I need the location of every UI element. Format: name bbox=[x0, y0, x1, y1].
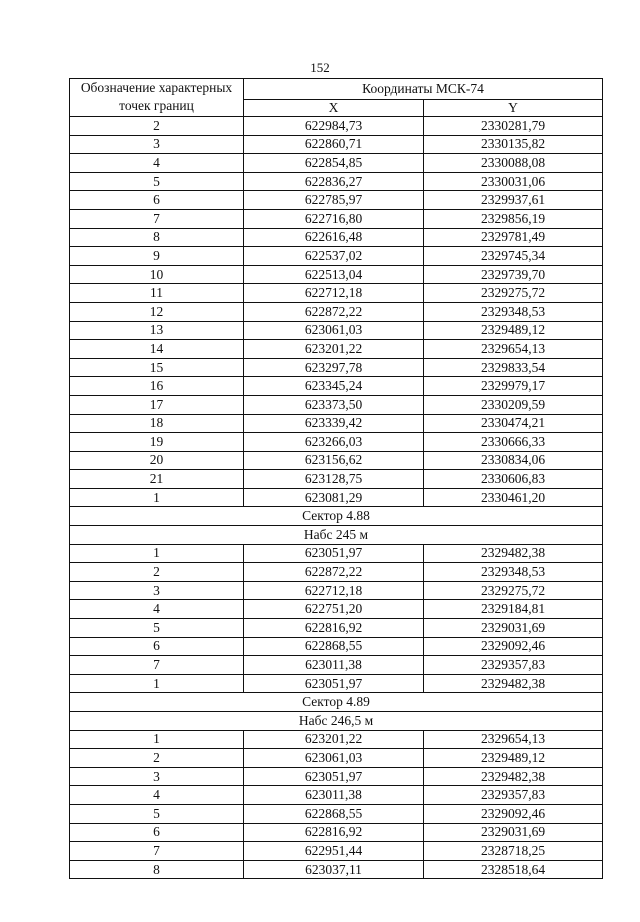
y-coordinate-cell: 2330606,83 bbox=[424, 470, 603, 489]
table-row bbox=[70, 860, 603, 879]
point-cell: 2 bbox=[70, 749, 244, 768]
table-row bbox=[70, 749, 603, 768]
point-cell: 6 bbox=[70, 191, 244, 210]
point-cell: 6 bbox=[70, 823, 244, 842]
point-cell: 20 bbox=[70, 451, 244, 470]
table-body bbox=[70, 117, 603, 879]
point-cell: 9 bbox=[70, 247, 244, 266]
point-cell: 10 bbox=[70, 265, 244, 284]
y-coordinate-cell: 2329092,46 bbox=[424, 804, 603, 823]
point-cell: 17 bbox=[70, 395, 244, 414]
table-row bbox=[70, 563, 603, 582]
x-coordinate-cell: 623201,22 bbox=[244, 340, 424, 359]
point-cell: 19 bbox=[70, 433, 244, 452]
y-coordinate-cell: 2329979,17 bbox=[424, 377, 603, 396]
header-point-designation: Обозначение характерных точек границ bbox=[70, 79, 244, 117]
table-row bbox=[70, 488, 603, 507]
x-coordinate-cell: 623373,50 bbox=[244, 395, 424, 414]
point-cell: 4 bbox=[70, 154, 244, 173]
table-row bbox=[70, 730, 603, 749]
y-coordinate-cell: 2330031,06 bbox=[424, 172, 603, 191]
table-row bbox=[70, 172, 603, 191]
x-coordinate-cell: 623061,03 bbox=[244, 321, 424, 340]
y-coordinate-cell: 2330461,20 bbox=[424, 488, 603, 507]
section-row bbox=[70, 712, 603, 731]
y-coordinate-cell: 2329745,34 bbox=[424, 247, 603, 266]
table-row bbox=[70, 414, 603, 433]
table-row bbox=[70, 321, 603, 340]
x-coordinate-cell: 623266,03 bbox=[244, 433, 424, 452]
x-coordinate-cell: 623201,22 bbox=[244, 730, 424, 749]
x-coordinate-cell: 623297,78 bbox=[244, 358, 424, 377]
y-coordinate-cell: 2329092,46 bbox=[424, 637, 603, 656]
table-row bbox=[70, 247, 603, 266]
point-cell: 3 bbox=[70, 767, 244, 786]
x-coordinate-cell: 623051,97 bbox=[244, 767, 424, 786]
table-row bbox=[70, 154, 603, 173]
point-cell: 12 bbox=[70, 302, 244, 321]
x-coordinate-cell: 622872,22 bbox=[244, 302, 424, 321]
y-coordinate-cell: 2329031,69 bbox=[424, 823, 603, 842]
table-row bbox=[70, 340, 603, 359]
x-coordinate-cell: 622751,20 bbox=[244, 600, 424, 619]
x-coordinate-cell: 623037,11 bbox=[244, 860, 424, 879]
point-cell: 2 bbox=[70, 117, 244, 136]
table-row bbox=[70, 544, 603, 563]
point-cell: 8 bbox=[70, 228, 244, 247]
point-cell: 3 bbox=[70, 581, 244, 600]
section-label: Сектор 4.89 bbox=[70, 693, 603, 712]
x-coordinate-cell: 622984,73 bbox=[244, 117, 424, 136]
point-cell: 6 bbox=[70, 637, 244, 656]
y-coordinate-cell: 2329482,38 bbox=[424, 674, 603, 693]
point-cell: 1 bbox=[70, 544, 244, 563]
table-row bbox=[70, 674, 603, 693]
section-label: Набс 245 м bbox=[70, 526, 603, 545]
x-coordinate-cell: 623128,75 bbox=[244, 470, 424, 489]
table-row bbox=[70, 451, 603, 470]
x-coordinate-cell: 622816,92 bbox=[244, 619, 424, 638]
point-cell: 15 bbox=[70, 358, 244, 377]
section-label: Сектор 4.88 bbox=[70, 507, 603, 526]
x-coordinate-cell: 623011,38 bbox=[244, 656, 424, 675]
y-coordinate-cell: 2329937,61 bbox=[424, 191, 603, 210]
y-coordinate-cell: 2330834,06 bbox=[424, 451, 603, 470]
table-row bbox=[70, 377, 603, 396]
y-coordinate-cell: 2329489,12 bbox=[424, 321, 603, 340]
y-coordinate-cell: 2329654,13 bbox=[424, 730, 603, 749]
section-label: Набс 246,5 м bbox=[70, 712, 603, 731]
x-coordinate-cell: 622854,85 bbox=[244, 154, 424, 173]
coordinates-table bbox=[69, 78, 603, 879]
section-row bbox=[70, 526, 603, 545]
y-coordinate-cell: 2328518,64 bbox=[424, 860, 603, 879]
y-coordinate-cell: 2329357,83 bbox=[424, 656, 603, 675]
x-coordinate-cell: 623081,29 bbox=[244, 488, 424, 507]
table-row bbox=[70, 804, 603, 823]
point-cell: 8 bbox=[70, 860, 244, 879]
point-cell: 16 bbox=[70, 377, 244, 396]
table-row bbox=[70, 600, 603, 619]
table-row bbox=[70, 265, 603, 284]
point-cell: 2 bbox=[70, 563, 244, 582]
x-coordinate-cell: 622816,92 bbox=[244, 823, 424, 842]
y-coordinate-cell: 2330135,82 bbox=[424, 135, 603, 154]
point-cell: 1 bbox=[70, 730, 244, 749]
point-cell: 1 bbox=[70, 674, 244, 693]
x-coordinate-cell: 622868,55 bbox=[244, 637, 424, 656]
x-coordinate-cell: 623011,38 bbox=[244, 786, 424, 805]
y-coordinate-cell: 2329184,81 bbox=[424, 600, 603, 619]
point-cell: 11 bbox=[70, 284, 244, 303]
y-coordinate-cell: 2330209,59 bbox=[424, 395, 603, 414]
y-coordinate-cell: 2330088,08 bbox=[424, 154, 603, 173]
y-coordinate-cell: 2329856,19 bbox=[424, 209, 603, 228]
x-coordinate-cell: 622872,22 bbox=[244, 563, 424, 582]
y-coordinate-cell: 2329833,54 bbox=[424, 358, 603, 377]
table-header-row bbox=[70, 79, 603, 100]
point-cell: 5 bbox=[70, 804, 244, 823]
y-coordinate-cell: 2329482,38 bbox=[424, 767, 603, 786]
y-coordinate-cell: 2330666,33 bbox=[424, 433, 603, 452]
x-coordinate-cell: 622716,80 bbox=[244, 209, 424, 228]
y-coordinate-cell: 2329275,72 bbox=[424, 581, 603, 600]
point-cell: 14 bbox=[70, 340, 244, 359]
point-cell: 7 bbox=[70, 209, 244, 228]
section-row bbox=[70, 693, 603, 712]
y-coordinate-cell: 2329739,70 bbox=[424, 265, 603, 284]
x-coordinate-cell: 622836,27 bbox=[244, 172, 424, 191]
point-cell: 4 bbox=[70, 600, 244, 619]
table-row bbox=[70, 395, 603, 414]
table-row bbox=[70, 284, 603, 303]
x-coordinate-cell: 622712,18 bbox=[244, 284, 424, 303]
table-row bbox=[70, 191, 603, 210]
table-row bbox=[70, 358, 603, 377]
table-row bbox=[70, 842, 603, 861]
table-row bbox=[70, 433, 603, 452]
table-row bbox=[70, 581, 603, 600]
section-row bbox=[70, 507, 603, 526]
y-coordinate-cell: 2329482,38 bbox=[424, 544, 603, 563]
table-row bbox=[70, 786, 603, 805]
x-coordinate-cell: 622860,71 bbox=[244, 135, 424, 154]
point-cell: 7 bbox=[70, 842, 244, 861]
header-y: Y bbox=[424, 100, 603, 117]
x-coordinate-cell: 623156,62 bbox=[244, 451, 424, 470]
page-number: 152 bbox=[310, 60, 330, 75]
y-coordinate-cell: 2329654,13 bbox=[424, 340, 603, 359]
table-row bbox=[70, 656, 603, 675]
y-coordinate-cell: 2329348,53 bbox=[424, 302, 603, 321]
x-coordinate-cell: 623339,42 bbox=[244, 414, 424, 433]
point-cell: 7 bbox=[70, 656, 244, 675]
point-cell: 21 bbox=[70, 470, 244, 489]
table-row bbox=[70, 209, 603, 228]
table-row bbox=[70, 470, 603, 489]
y-coordinate-cell: 2329275,72 bbox=[424, 284, 603, 303]
y-coordinate-cell: 2329781,49 bbox=[424, 228, 603, 247]
point-cell: 18 bbox=[70, 414, 244, 433]
y-coordinate-cell: 2330281,79 bbox=[424, 117, 603, 136]
point-cell: 1 bbox=[70, 488, 244, 507]
x-coordinate-cell: 623061,03 bbox=[244, 749, 424, 768]
table-row bbox=[70, 767, 603, 786]
y-coordinate-cell: 2329489,12 bbox=[424, 749, 603, 768]
y-coordinate-cell: 2329357,83 bbox=[424, 786, 603, 805]
point-cell: 4 bbox=[70, 786, 244, 805]
table-row bbox=[70, 823, 603, 842]
x-coordinate-cell: 622712,18 bbox=[244, 581, 424, 600]
header-x: X bbox=[244, 100, 424, 117]
table-row bbox=[70, 302, 603, 321]
table-row bbox=[70, 117, 603, 136]
y-coordinate-cell: 2330474,21 bbox=[424, 414, 603, 433]
x-coordinate-cell: 622868,55 bbox=[244, 804, 424, 823]
y-coordinate-cell: 2328718,25 bbox=[424, 842, 603, 861]
x-coordinate-cell: 622951,44 bbox=[244, 842, 424, 861]
y-coordinate-cell: 2329348,53 bbox=[424, 563, 603, 582]
x-coordinate-cell: 623345,24 bbox=[244, 377, 424, 396]
x-coordinate-cell: 623051,97 bbox=[244, 674, 424, 693]
table-row bbox=[70, 619, 603, 638]
point-cell: 5 bbox=[70, 172, 244, 191]
x-coordinate-cell: 622537,02 bbox=[244, 247, 424, 266]
table-row bbox=[70, 228, 603, 247]
point-cell: 3 bbox=[70, 135, 244, 154]
x-coordinate-cell: 622785,97 bbox=[244, 191, 424, 210]
x-coordinate-cell: 622616,48 bbox=[244, 228, 424, 247]
x-coordinate-cell: 622513,04 bbox=[244, 265, 424, 284]
point-cell: 13 bbox=[70, 321, 244, 340]
point-cell: 5 bbox=[70, 619, 244, 638]
y-coordinate-cell: 2329031,69 bbox=[424, 619, 603, 638]
table-row bbox=[70, 135, 603, 154]
table-row bbox=[70, 637, 603, 656]
header-coordinates-system: Координаты МСК-74 bbox=[244, 79, 603, 100]
x-coordinate-cell: 623051,97 bbox=[244, 544, 424, 563]
